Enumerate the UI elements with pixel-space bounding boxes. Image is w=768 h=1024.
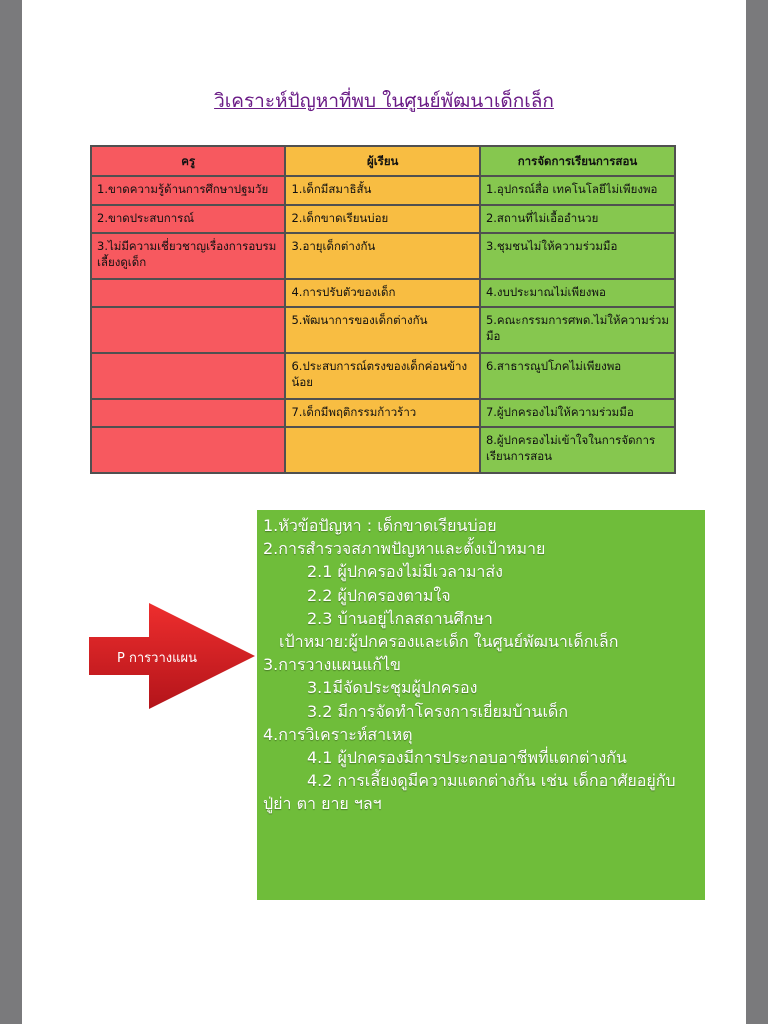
table-row [91, 279, 675, 307]
table-cell [91, 399, 285, 427]
table-cell: 2.ขาดประสบการณ์ [91, 205, 285, 233]
table-header-row [91, 146, 675, 176]
table-row [91, 307, 675, 353]
header-learner: ผู้เรียน [285, 146, 479, 176]
table-cell: 3.ชุมชนไม่ให้ความร่วมมือ [480, 233, 675, 279]
header-teacher: ครู [91, 146, 285, 176]
header-teaching: การจัดการเรียนการสอน [480, 146, 675, 176]
plan-line: 4.การวิเคราะห์สาเหตุ [263, 724, 413, 744]
table-cell: 4.การปรับตัวของเด็ก [285, 279, 479, 307]
table-cell [91, 307, 285, 353]
table-cell: 3.อายุเด็กต่างกัน [285, 233, 479, 279]
problem-analysis-table [90, 145, 676, 474]
table-row [91, 399, 675, 427]
table-cell: 4.งบประมาณไม่เพียงพอ [480, 279, 675, 307]
table-cell: 1.อุปกรณ์สื่อ เทคโนโลยีไม่เพียงพอ [480, 176, 675, 205]
table-cell: 3.ไม่มีความเชี่ยวชาญเรื่องการอบรมเลี้ยงดูเด็ก [91, 233, 285, 279]
plan-line: 2.3 บ้านอยู่ไกลสถานศึกษา [307, 608, 493, 628]
table-cell: 2.เด็กขาดเรียนบ่อย [285, 205, 479, 233]
plan-line: 4.1 ผู้ปกครองมีการประกอบอาชีพที่แตกต่างกัน [307, 748, 627, 768]
table-cell: 7.ผู้ปกครองไม่ให้ความร่วมมือ [480, 399, 675, 427]
table-row [91, 176, 675, 205]
plan-line: 1.หัวข้อปัญหา : เด็กขาดเรียนบ่อย [263, 516, 497, 535]
plan-box [257, 510, 705, 900]
table-cell [91, 353, 285, 399]
table-cell [285, 427, 479, 473]
table-row [91, 205, 675, 233]
table-cell: 1.เด็กมีสมาธิสั้น [285, 176, 479, 205]
plan-line: 3.1มีจัดประชุมผู้ปกครอง [307, 678, 478, 698]
table-cell: 5.คณะกรรมการศพด.ไม่ให้ความร่วมมือ [480, 307, 675, 353]
plan-line: 3.2 มีการจัดทำโครงการเยี่ยมบ้านเด็ก [307, 701, 568, 721]
table-row [91, 353, 675, 399]
table-cell: 2.สถานที่ไม่เอื้ออำนวย [480, 205, 675, 233]
table-row [91, 427, 675, 473]
table-cell [91, 279, 285, 307]
plan-line: 3.การวางแผนแก้ไข [263, 655, 401, 675]
plan-line: 2.2 ผู้ปกครองตามใจ [307, 585, 451, 605]
table-cell: 6.สาธารณูปโภคไม่เพียงพอ [480, 353, 675, 399]
plan-line: เป้าหมาย:ผู้ปกครองและเด็ก ในศูนย์พัฒนาเด็กเล็ก [279, 632, 619, 652]
arrow-label: P การวางแผน [117, 651, 197, 666]
plan-line: 2.การสำรวจสภาพปัญหาและตั้งเป้าหมาย [263, 539, 546, 559]
table-row [91, 233, 675, 279]
table-cell: 8.ผู้ปกครองไม่เข้าใจในการจัดการเรียนการสอน [480, 427, 675, 473]
table-cell [91, 427, 285, 473]
table-cell: 6.ประสบการณ์ตรงของเด็กค่อนข้างน้อย [285, 353, 479, 399]
table-cell: 5.พัฒนาการของเด็กต่างกัน [285, 307, 479, 353]
page-title: วิเคราะห์ปัญหาที่พบ ในศูนย์พัฒนาเด็กเล็ก [214, 90, 554, 112]
plan-line: 4.2 การเลี้ยงดูมีความแตกต่างกัน เช่น เด็กอาศัยอยู่กับปู่ย่า ตา ยาย ฯลฯ [263, 771, 676, 814]
table-cell: 1.ขาดความรู้ด้านการศึกษาปฐมวัย [91, 176, 285, 205]
plan-line: 2.1 ผู้ปกครองไม่มีเวลามาส่ง [307, 562, 503, 582]
table-cell: 7.เด็กมีพฤติกรรมก้าวร้าว [285, 399, 479, 427]
